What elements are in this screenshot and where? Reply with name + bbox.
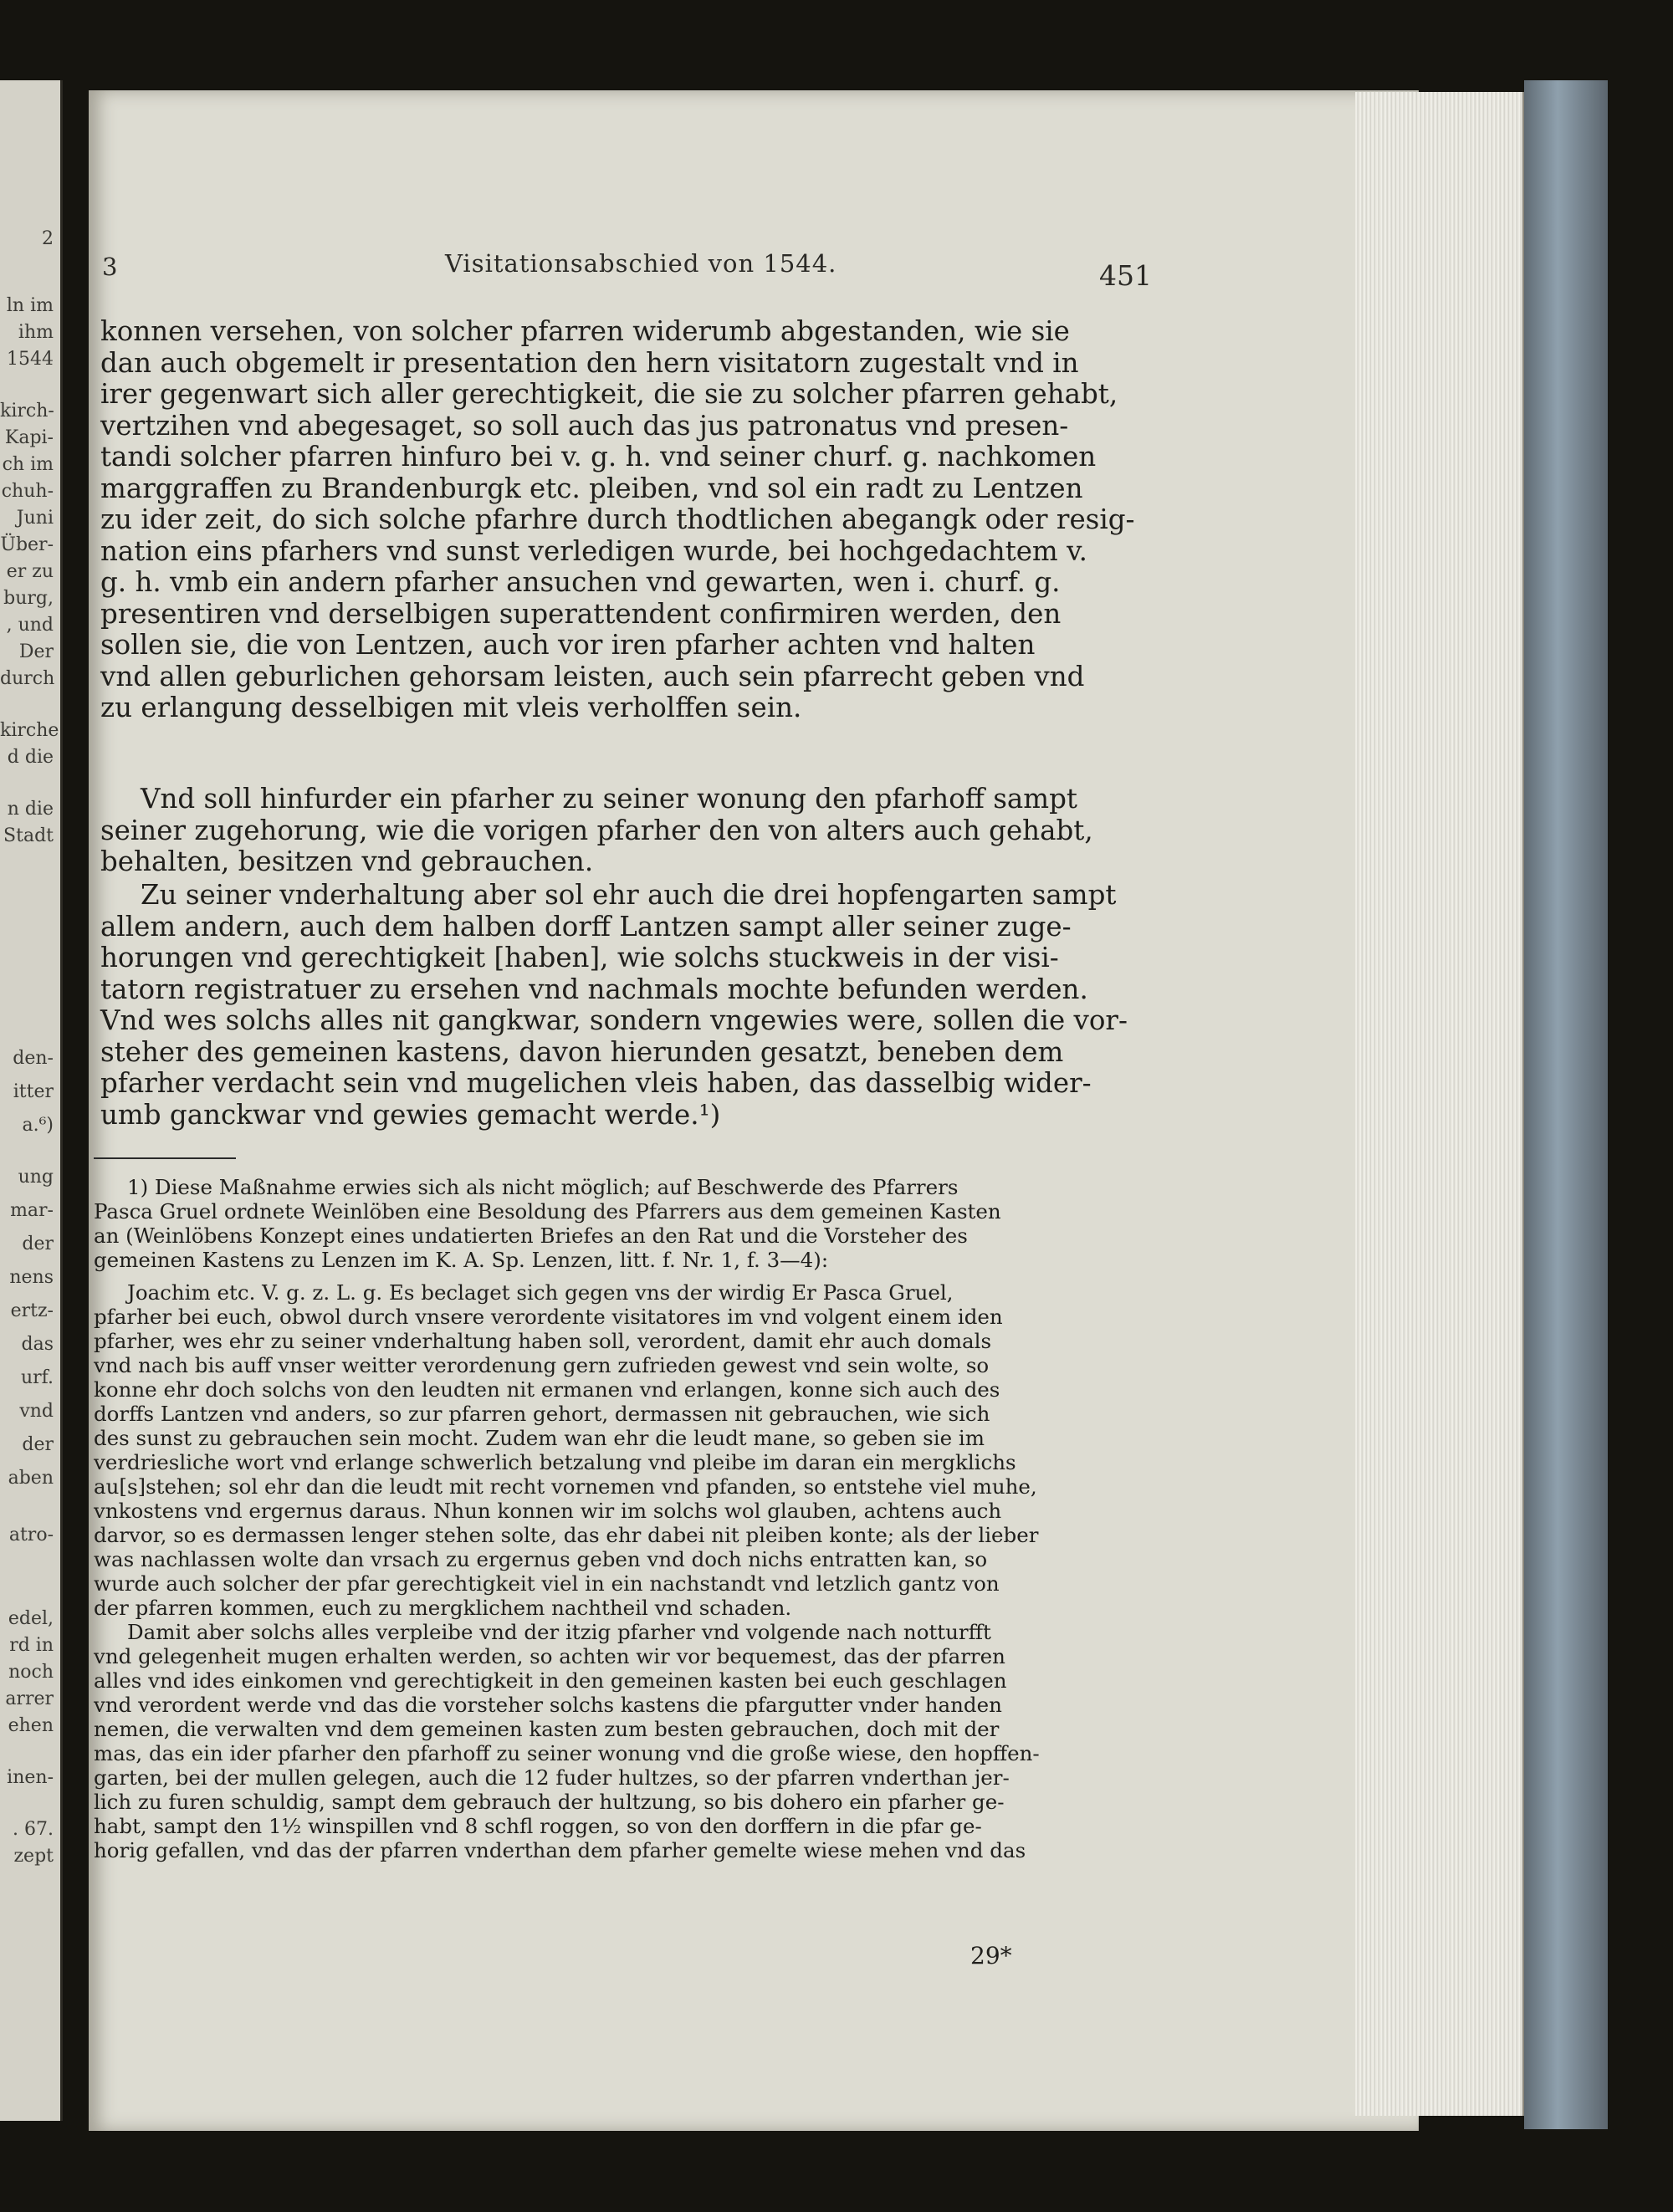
left-page-fragment: rd in <box>9 1635 54 1656</box>
text-line: marggraffen zu Brandenburgk etc. pleiben, vnd sol ein radt zu Lentzen <box>100 472 1083 504</box>
left-page-fragment: zept <box>13 1846 54 1867</box>
text-line: irer gegenwart sich aller gerechtigkeit, die sie zu solcher pfarren gehabt, <box>100 378 1118 410</box>
footnote-intro <box>94 1175 1149 1272</box>
paragraph-1 <box>100 316 1150 724</box>
text-line: allem andern, auch dem halben dorff Lantzen sampt aller seiner zuge- <box>100 910 1072 943</box>
text-line: Damit aber solchs alles verpleibe vnd der itzig pfarher vnd volgende nach notturfft <box>127 1620 991 1644</box>
text-line: g. h. vmb ein andern pfarher ansuchen vnd gewarten, wen i. churf. g. <box>100 566 1061 598</box>
text-line: Vnd wes solchs alles nit gangkwar, sondern vngewies were, sollen die vor- <box>100 1004 1128 1036</box>
page-number: 451 <box>1099 259 1152 292</box>
text-line: Vnd soll hinfurder ein pfarher zu seiner wonung den pfarhoff sampt <box>141 783 1077 815</box>
text-line: pfarher bei euch, obwol durch vnsere verordente visitatores im vnd volgent einem iden <box>94 1305 1003 1329</box>
left-page-fragment: vnd <box>19 1401 54 1422</box>
text-line: horig gefallen, vnd das der pfarren vnderthan dem pfarher gemelte wiese mehen vnd das <box>94 1838 1026 1862</box>
left-page-fragment: der <box>22 1434 54 1455</box>
left-page-fragment: nens <box>9 1267 54 1288</box>
left-page-fragment: kirche <box>0 720 59 741</box>
text-line: tatorn registratuer zu ersehen vnd nachmals mochte befunden werden. <box>100 973 1088 1005</box>
left-page-fragment: 2 <box>42 228 54 249</box>
left-page-fragment: inen- <box>7 1767 54 1788</box>
text-line: umb ganckwar vnd gewies gemacht werde.¹) <box>100 1098 721 1131</box>
left-page-fragment: a.⁶) <box>22 1115 54 1136</box>
left-page-fragment: Über- <box>0 534 54 555</box>
left-page-fragment: d die <box>7 747 54 768</box>
text-line: nation eins pfarhers vnd sunst verledigen wurde, bei hochgedachtem v. <box>100 534 1087 567</box>
left-page-fragment: , und <box>6 615 54 636</box>
text-line: lich zu furen schuldig, sampt dem gebrauch der hultzung, so bis dohero ein pfarher ge- <box>94 1790 1005 1814</box>
text-line: was nachlassen wolte dan vrsach zu ergernus geben vnd doch nichs entratten kan, so <box>94 1547 988 1571</box>
left-page-fragment: Juni <box>16 508 54 529</box>
running-header <box>102 244 1152 294</box>
text-line: steher des gemeinen kastens, davon hierunden gesatzt, beneben dem <box>100 1035 1064 1068</box>
left-page-fragment: aben <box>8 1468 54 1489</box>
text-line: 1) Diese Maßnahme erwies sich als nicht möglich; auf Beschwerde des Pfarrers <box>127 1175 959 1199</box>
text-line: an (Weinlöbens Konzept eines undatierten Briefes an den Rat und die Vorsteher des <box>94 1223 968 1248</box>
left-page-fragment: burg, <box>3 588 54 609</box>
text-line: habt, sampt den 1½ winspillen vnd 8 schfl roggen, so von den dorffern in die pfar ge- <box>94 1814 982 1838</box>
text-line: alles vnd ides einkomen vnd gerechtigkeit in den gemeinen kasten bei euch geschlagen <box>94 1668 1007 1693</box>
left-page-fragment: mar- <box>10 1200 54 1221</box>
left-page-fragment: das <box>21 1334 54 1355</box>
text-line: vnd gelegenheit mugen erhalten werden, so achten wir vor bequemest, das der pfarren <box>94 1644 1005 1668</box>
left-page-fragment: ln im <box>6 295 54 316</box>
text-line: vertzihen vnd abegesaget, so soll auch das jus patronatus vnd presen- <box>100 409 1069 442</box>
text-line: der pfarren kommen, euch zu mergklichem nachtheil vnd schaden. <box>94 1596 792 1620</box>
left-page-fragment: ihm <box>18 322 54 343</box>
text-line: sollen sie, die von Lentzen, auch vor iren pfarher achten vnd halten <box>100 629 1036 661</box>
left-page-fragment: atro- <box>8 1525 54 1545</box>
book-cover <box>1524 80 1608 2129</box>
text-line: presentiren vnd derselbigen superattendent confirmiren werden, den <box>100 597 1062 630</box>
text-line: vnkostens vnd ergernus daraus. Nhun konnen wir im solchs wol glauben, achtens auch <box>94 1499 1002 1523</box>
text-line: behalten, besitzen vnd gebrauchen. <box>100 845 594 877</box>
text-line: konnen versehen, von solcher pfarren widerumb abgestanden, wie sie <box>100 315 1070 347</box>
text-line: Joachim etc. V. g. z. L. g. Es beclaget sich gegen vns der wirdig Er Pasca Gruel, <box>127 1280 954 1305</box>
text-line: vnd nach bis auff vnser weitter verordenung gern zufrieden gewest vnd sein wolte, so <box>94 1353 990 1377</box>
left-page-fragment: noch <box>8 1662 54 1683</box>
left-page-fragment: arrer <box>5 1688 54 1709</box>
text-line: horungen vnd gerechtigkeit [haben], wie solchs stuckweis in der visi- <box>100 942 1059 973</box>
paragraph-3 <box>100 880 1150 1131</box>
left-page-fragment: Kapi- <box>4 427 54 448</box>
paragraph-2 <box>100 784 1150 878</box>
left-page-fragment: chuh- <box>1 481 54 502</box>
text-line: darvor, so es dermassen lenger stehen solte, das ehr dabei nit pleiben konte; als der lieber <box>94 1523 1039 1547</box>
left-page-fragment: kirch- <box>0 401 54 421</box>
left-page-fragment: urf. <box>20 1367 54 1388</box>
text-line: tandi solcher pfarren hinfuro bei v. g. h. vnd seiner churf. g. nachkomen <box>100 441 1097 473</box>
left-page-fragment: ch im <box>2 454 54 475</box>
left-page-fragment: der <box>22 1234 54 1254</box>
text-line: zu ider zeit, do sich solche pfarhre durch thodtlichen abegangk oder resig- <box>100 503 1135 535</box>
text-line: dorffs Lantzen vnd anders, so zur pfarren gehort, dermassen nit gebrauchen, wie sich <box>94 1402 990 1426</box>
text-line: zu erlangung desselbigen mit vleis verholffen sein. <box>100 692 802 723</box>
text-line: seiner zugehorung, wie die vorigen pfarher den von alters auch gehabt, <box>100 814 1093 846</box>
left-page-fragment: Der <box>18 641 54 662</box>
text-line: garten, bei der mullen gelegen, auch die 12 fuder hultzes, so der pfarren vnderthan jer- <box>94 1765 1010 1790</box>
page-edges <box>1355 92 1527 2116</box>
left-page-fragment: er zu <box>6 561 54 582</box>
left-page-fragment: den- <box>13 1048 54 1069</box>
text-line: Zu seiner vnderhaltung aber sol ehr auch die drei hopfengarten sampt <box>141 879 1117 911</box>
text-line: nemen, die verwalten vnd dem gemeinen kasten zum besten gebrauchen, doch mit der <box>94 1717 1000 1741</box>
footnote-letter <box>94 1280 1149 1620</box>
text-line: gemeinen Kastens zu Lenzen im K. A. Sp. Lenzen, litt. f. Nr. 1, f. 3—4): <box>94 1248 829 1272</box>
left-page-fragment: edel, <box>8 1608 54 1629</box>
text-line: vnd allen geburlichen gehorsam leisten, auch sein pfarrecht geben vnd <box>100 660 1085 692</box>
signature-mark: 29* <box>970 1942 1012 1969</box>
left-page-fragment: 1544 <box>7 349 54 370</box>
left-page-fragment: ehen <box>8 1715 54 1736</box>
text-line: wurde auch solcher der pfar gerechtigkeit viel in ein nachstandt vnd letzlich gantz von <box>94 1571 1000 1596</box>
footnote-letter-continued <box>94 1620 1149 1862</box>
text-line: konne ehr doch solchs von den leudten nit ermanen vnd erlangen, konne sich auch des <box>94 1377 1000 1402</box>
text-line: pfarher, wes ehr zu seiner vnderhaltung haben soll, verordent, damit ehr auch domals <box>94 1329 992 1353</box>
text-line: dan auch obgemelt ir presentation den hern visitatorn zugestalt vnd in <box>100 346 1079 379</box>
left-page-fragment: durch <box>0 668 55 689</box>
left-page-fragment: Stadt <box>3 825 54 846</box>
footnote-rule <box>94 1157 236 1159</box>
left-page-fragment: ung <box>18 1167 54 1188</box>
text-line: mas, das ein ider pfarher den pfarhoff zu seiner wonung vnd die große wiese, den hopffen- <box>94 1741 1040 1765</box>
left-page-fragment: n die <box>7 799 54 820</box>
left-page-fragment: ertz- <box>10 1300 54 1321</box>
text-line: au[s]stehen; sol ehr dan die leudt mit recht vornemen vnd pfanden, so entstehe viel muhe, <box>94 1474 1037 1499</box>
running-title: Visitationsabschied von 1544. <box>445 249 837 278</box>
text-line: des sunst zu gebrauchen sein mocht. Zudem wan ehr die leudt mane, so geben sie im <box>94 1426 985 1450</box>
section-number: 3 <box>102 253 118 281</box>
left-page-fragment: itter <box>13 1081 54 1102</box>
text-line: Pasca Gruel ordnete Weinlöben eine Besoldung des Pfarrers aus dem gemeinen Kasten <box>94 1199 1001 1223</box>
left-page-fragment: . 67. <box>13 1819 54 1840</box>
text-line: pfarher verdacht sein vnd mugelichen vleis haben, das dasselbig wider- <box>100 1067 1092 1099</box>
text-line: verdriesliche wort vnd erlange schwerlich betzalung vnd pleibe im daran ein mergklichs <box>94 1450 1016 1474</box>
text-line: vnd verordent werde vnd das die vorsteher solchs kastens die pfargutter vnder handen <box>94 1693 1002 1717</box>
